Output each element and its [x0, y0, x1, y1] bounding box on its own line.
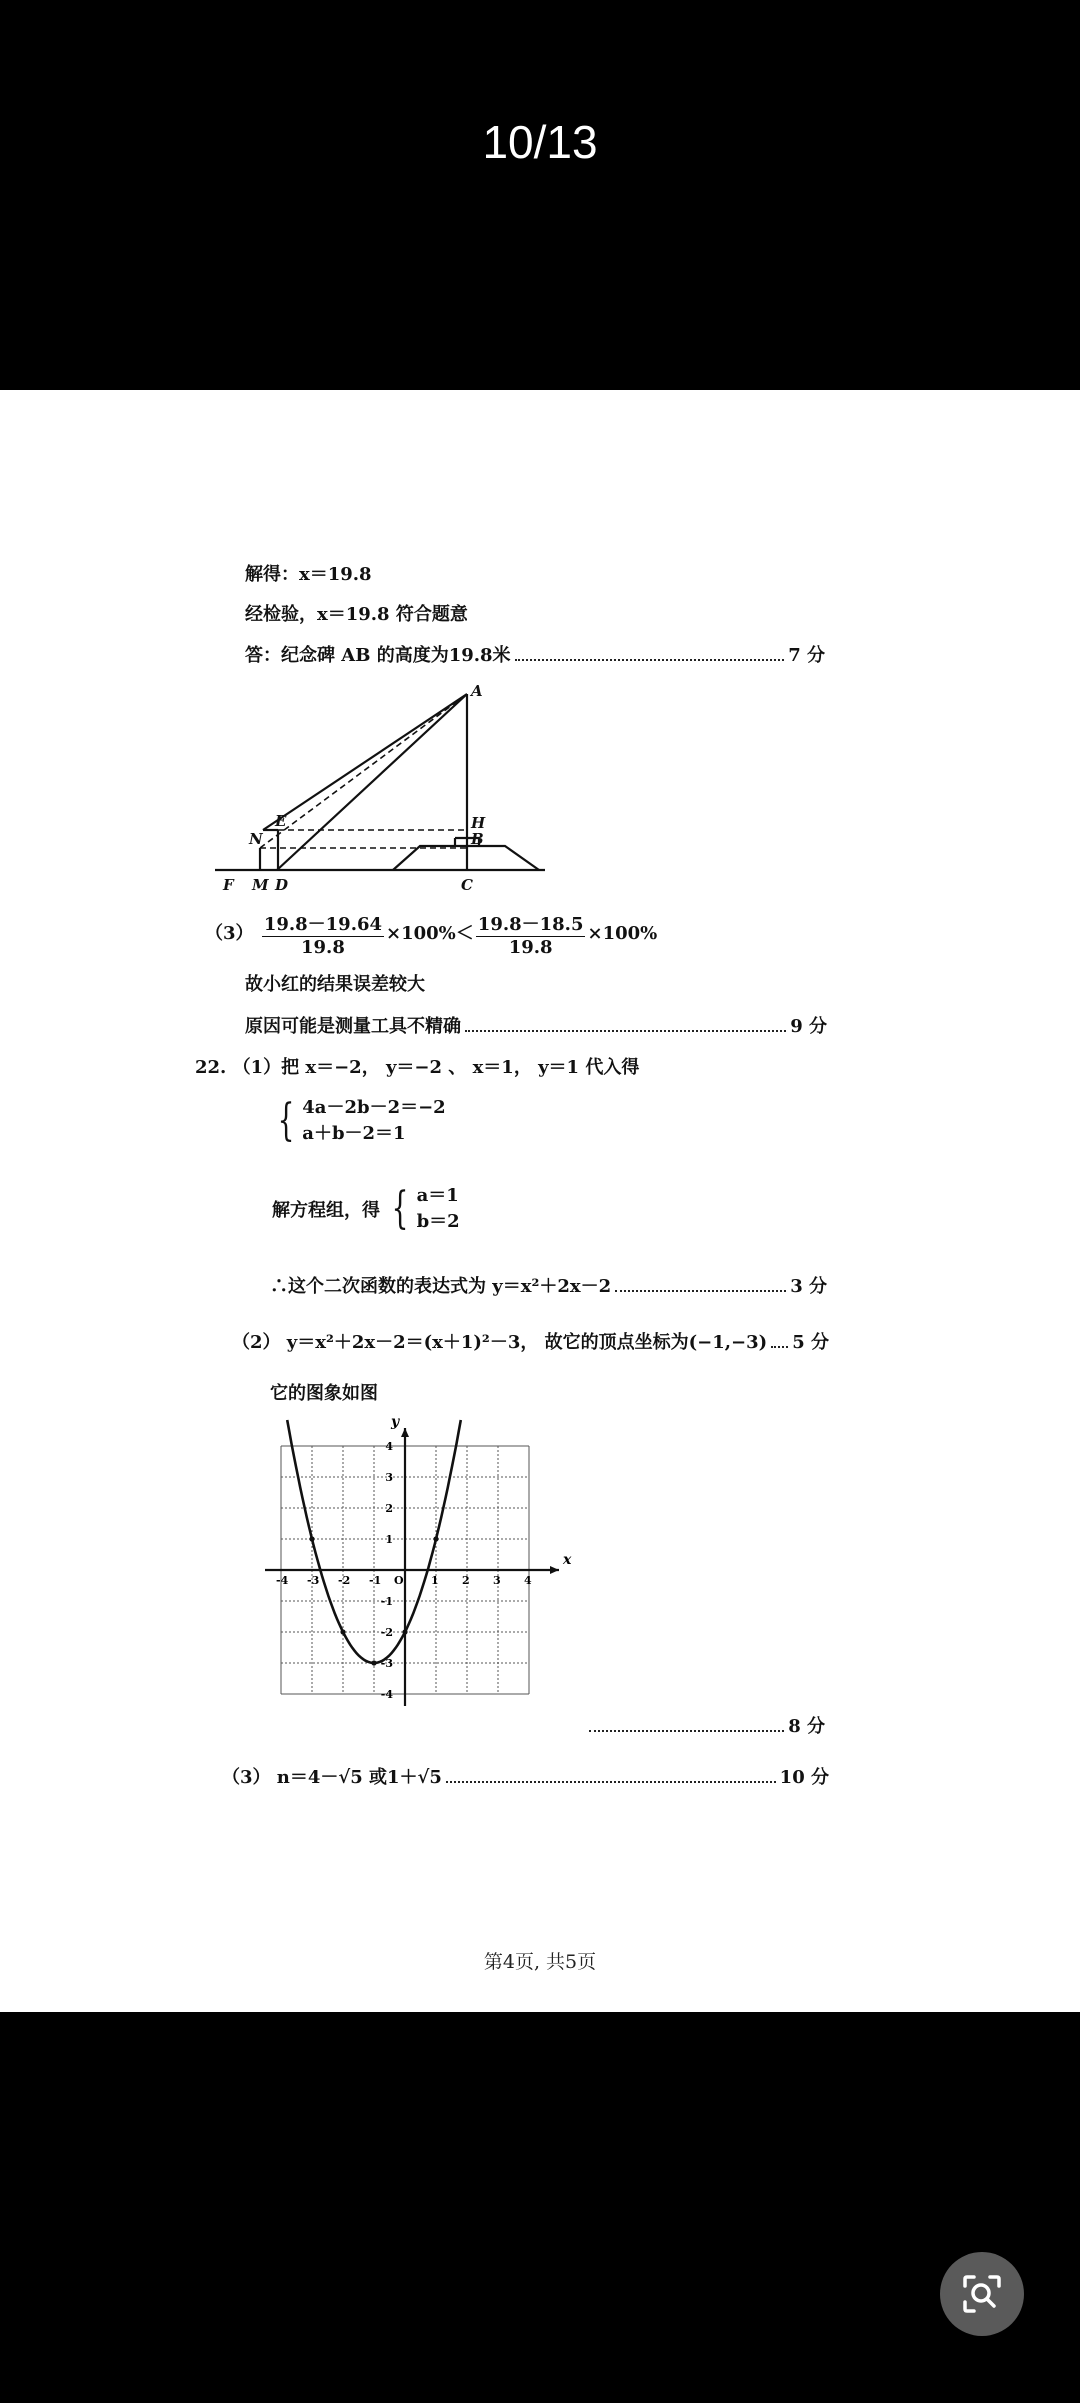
- conclusion-line: 故小红的结果误差较大: [245, 974, 425, 995]
- dot-leader: [465, 1016, 786, 1032]
- x-tick-label: -2: [338, 1574, 351, 1587]
- x-tick-label: 2: [462, 1574, 470, 1587]
- dot-leader: [771, 1332, 788, 1348]
- viewer-top-bar: [0, 0, 1080, 390]
- curve-point: [433, 1536, 438, 1541]
- dot-leader: [515, 645, 785, 661]
- label-m: M: [252, 876, 269, 894]
- document-page: [0, 390, 1080, 2012]
- part3-score: 10 分: [779, 1767, 829, 1788]
- dot-leader: [446, 1767, 776, 1783]
- page-counter: 10/13: [482, 116, 598, 168]
- reason-line: [245, 1012, 827, 1038]
- y-tick-label: -4: [380, 1688, 393, 1701]
- viewer-bottom-bar: [0, 2012, 1080, 2403]
- part2-text: （2） y＝x²＋2x－2＝(x＋1)²－3， 故它的顶点坐标为(−1,−3): [232, 1332, 768, 1353]
- equation-1b: a＋b－2＝1: [302, 1123, 406, 1144]
- brace-symbol: {: [277, 1095, 295, 1146]
- expression-score: 3 分: [790, 1276, 827, 1297]
- dot-leader: [615, 1276, 786, 1292]
- y-tick-label: -3: [380, 1657, 393, 1670]
- fraction-1: [262, 910, 384, 958]
- part2-line: [232, 1328, 829, 1354]
- comparison-text: ×100%＜: [386, 923, 474, 944]
- solution-a: a＝1: [416, 1185, 459, 1206]
- answer-line: [245, 641, 825, 667]
- solution-b: b＝2: [416, 1211, 460, 1232]
- parabola-graph: [265, 1414, 585, 1710]
- graph-caption: 它的图象如图: [270, 1383, 378, 1404]
- x-tick-label: -3: [307, 1574, 320, 1587]
- label-f: F: [223, 876, 234, 894]
- y-axis-arrow: [401, 1428, 409, 1437]
- expression-text: ∴这个二次函数的表达式为 y＝x²＋2x－2: [270, 1276, 612, 1297]
- y-tick-label: 2: [385, 1502, 393, 1515]
- fraction-1-numerator: 19.8－19.64: [262, 910, 384, 937]
- percent-tail: ×100%: [587, 923, 658, 944]
- label-n: N: [249, 830, 263, 848]
- x-tick-label: 4: [524, 1574, 532, 1587]
- label-h: H: [471, 814, 486, 832]
- part3-answer-line: [222, 1763, 829, 1789]
- curve-point: [309, 1536, 314, 1541]
- dot-leader: [589, 1716, 784, 1732]
- answer-text: 答：纪念碑 AB 的高度为19.8米: [245, 645, 511, 666]
- curve-point: [340, 1629, 345, 1634]
- y-axis-label: y: [391, 1414, 400, 1430]
- question-22-line: 22. （1）把 x＝−2， y＝−2 、 x＝1， y＝1 代入得: [195, 1057, 640, 1078]
- curve-point: [402, 1629, 407, 1634]
- lens-search-icon: [940, 2252, 1024, 2336]
- label-a: A: [471, 682, 483, 700]
- fraction-2: [476, 910, 586, 958]
- fraction-2-denominator: 19.8: [508, 937, 553, 958]
- curve-point: [371, 1660, 376, 1665]
- page-footer: 第4页, 共5页: [483, 1951, 597, 1973]
- geometry-figure: [205, 680, 565, 900]
- label-b: B: [471, 830, 484, 848]
- label-d: D: [275, 876, 289, 894]
- part3-fraction-line: [205, 910, 657, 958]
- graph-score: 8 分: [788, 1716, 825, 1737]
- label-e: E: [275, 812, 287, 830]
- label-c: C: [461, 876, 473, 894]
- part2-score: 5 分: [792, 1332, 829, 1353]
- x-tick-label: O: [394, 1574, 404, 1587]
- reason-text: 原因可能是测量工具不精确: [245, 1016, 461, 1037]
- y-tick-label: 4: [385, 1440, 393, 1453]
- check-line: 经检验，x＝19.8 符合题意: [245, 604, 468, 625]
- y-tick-label: -1: [380, 1595, 393, 1608]
- part3-prefix: （3）: [205, 923, 254, 944]
- reason-score: 9 分: [790, 1016, 827, 1037]
- y-tick-label: -2: [380, 1626, 393, 1639]
- brace-symbol: {: [391, 1183, 409, 1234]
- answer-score: 7 分: [788, 645, 825, 666]
- graph-score-line: [585, 1712, 825, 1738]
- part3-answer-text: （3） n＝4－√5 或1＋√5: [222, 1767, 442, 1788]
- expression-line: [270, 1272, 827, 1298]
- equation-1a: 4a－2b－2＝−2: [302, 1097, 446, 1118]
- x-axis-arrow: [550, 1566, 559, 1574]
- lens-search-button[interactable]: [940, 2252, 1024, 2336]
- equation-system-1: [272, 1095, 446, 1147]
- solve-prefix: 解方程组，得: [272, 1200, 380, 1221]
- y-tick-label: 1: [385, 1533, 393, 1546]
- fraction-1-denominator: 19.8: [301, 937, 345, 958]
- x-tick-label: -1: [369, 1574, 382, 1587]
- x-tick-label: -4: [276, 1574, 289, 1587]
- fraction-2-numerator: 19.8－18.5: [476, 910, 586, 937]
- solve-system-line: [272, 1183, 460, 1235]
- x-axis-label: x: [563, 1552, 572, 1568]
- solution-line: 解得：x＝19.8: [245, 564, 372, 585]
- x-tick-label: 1: [431, 1574, 439, 1587]
- y-tick-label: 3: [385, 1471, 393, 1484]
- x-tick-label: 3: [493, 1574, 501, 1587]
